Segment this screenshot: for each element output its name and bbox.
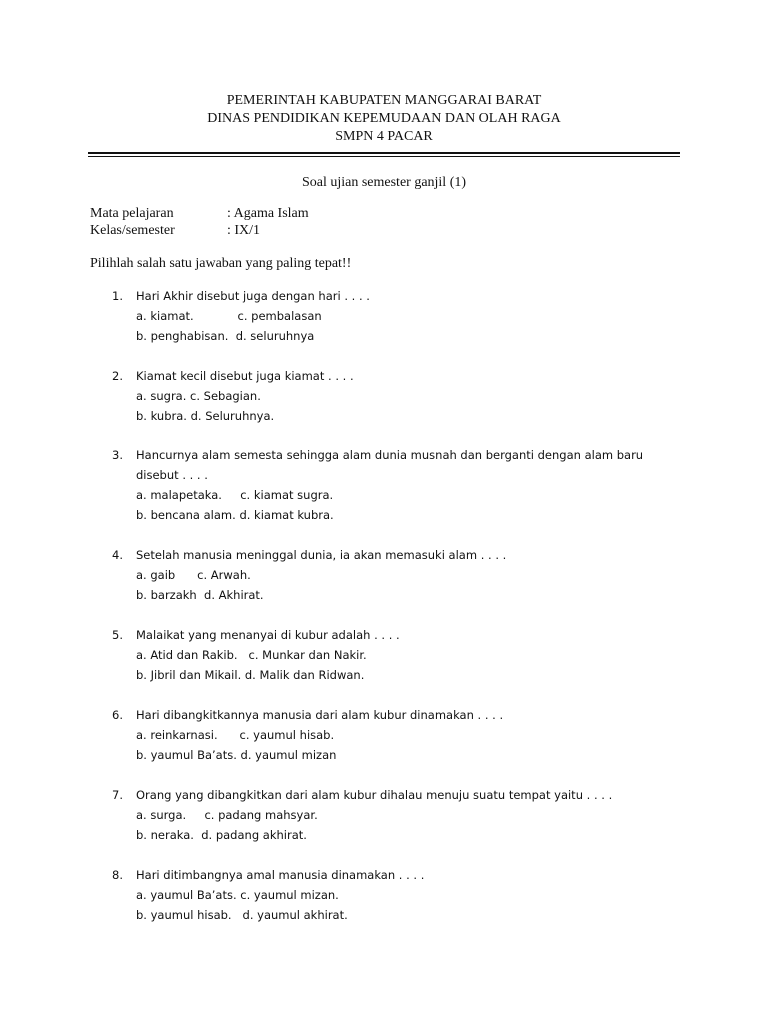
options-line-a: a. sugra. c. Sebagian. (136, 389, 261, 403)
instruction: Pilihlah salah satu jawaban yang paling tepat!! (90, 256, 352, 271)
question-text: Kiamat kecil disebut juga kiamat . . . . (136, 369, 354, 383)
question-number: 4. (112, 548, 123, 562)
subject-value: : Agama Islam (227, 206, 309, 221)
options-line-b: b. yaumul Ba’ats. d. yaumul mizan (136, 748, 337, 762)
letterhead-divider-thin (88, 156, 680, 157)
question-text: Setelah manusia meninggal dunia, ia akan memasuki alam . . . . (136, 548, 507, 562)
options-line-b: b. bencana alam. d. kiamat kubra. (136, 508, 334, 522)
question-text: Orang yang dibangkitkan dari alam kubur dihalau menuju suatu tempat yaitu . . . . (136, 788, 613, 802)
options-line-b: b. penghabisan. d. seluruhnya (136, 329, 315, 343)
options-line-a: a. kiamat. c. pembalasan (136, 309, 322, 323)
question-number: 5. (112, 628, 123, 642)
subject-row (90, 205, 309, 222)
letterhead-school: SMPN 4 PACAR (335, 129, 433, 144)
question-7 (112, 785, 682, 845)
letterhead-divider-thick (88, 152, 680, 154)
options-line-a: a. Atid dan Rakib. c. Munkar dan Nakir. (136, 648, 367, 662)
question-8 (112, 865, 682, 925)
question-number: 6. (112, 708, 123, 722)
options-line-b: b. neraka. d. padang akhirat. (136, 828, 307, 842)
question-3 (112, 445, 682, 525)
options-line-a: a. gaib c. Arwah. (136, 568, 251, 582)
question-4 (112, 545, 682, 605)
exam-title: Soal ujian semester ganjil (1) (301, 175, 467, 190)
question-number: 1. (112, 289, 123, 303)
question-number: 3. (112, 448, 123, 462)
question-text: Hari Akhir disebut juga dengan hari . . . . (136, 289, 370, 303)
options-line-b: b. Jibril dan Mikail. d. Malik dan Ridwan. (136, 668, 365, 682)
options-line-b: b. barzakh d. Akhirat. (136, 588, 264, 602)
question-number: 7. (112, 788, 123, 802)
question-text: Hari ditimbangnya amal manusia dinamakan . . . . (136, 868, 425, 882)
options-line-b: b. kubra. d. Seluruhnya. (136, 409, 275, 423)
question-1 (112, 286, 682, 346)
question-text: Hancurnya alam semesta sehingga alam dunia musnah dan berganti dengan alam baru disebut . . . . (136, 448, 644, 482)
class-label: Kelas/semester (90, 223, 175, 238)
options-line-a: a. reinkarnasi. c. yaumul hisab. (136, 728, 335, 742)
question-text: Hari dibangkitkannya manusia dari alam kubur dinamakan . . . . (136, 708, 504, 722)
options-line-b: b. yaumul hisab. d. yaumul akhirat. (136, 908, 348, 922)
exam-meta (90, 205, 309, 239)
letterhead (0, 92, 768, 146)
options-line-a: a. yaumul Ba’ats. c. yaumul mizan. (136, 888, 339, 902)
letterhead-government: PEMERINTAH KABUPATEN MANGGARAI BARAT (226, 93, 542, 108)
question-6 (112, 705, 682, 765)
subject-label: Mata pelajaran (90, 206, 174, 221)
question-2 (112, 366, 682, 426)
options-line-a: a. surga. c. padang mahsyar. (136, 808, 318, 822)
question-number: 8. (112, 868, 123, 882)
question-number: 2. (112, 369, 123, 383)
options-line-a: a. malapetaka. c. kiamat sugra. (136, 488, 334, 502)
letterhead-department: DINAS PENDIDIKAN KEPEMUDAAN DAN OLAH RAGA (207, 111, 561, 126)
class-value: : IX/1 (227, 223, 261, 238)
question-text: Malaikat yang menanyai di kubur adalah . . . . (136, 628, 400, 642)
class-row (90, 222, 309, 239)
question-5 (112, 625, 682, 685)
